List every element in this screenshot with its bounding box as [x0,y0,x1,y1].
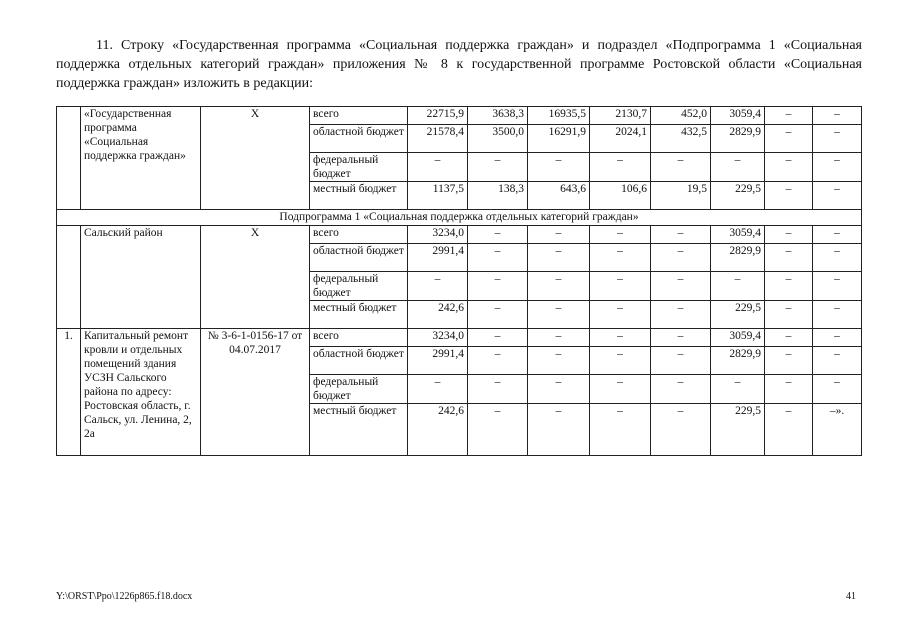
value-cell: 106,6 [590,182,651,210]
funding-source: местный бюджет [310,404,408,456]
value-cell: – [528,272,590,301]
value-cell: – [590,153,651,182]
value-cell: – [528,404,590,456]
value-cell: 2829,9 [711,125,765,153]
value-cell: – [765,153,813,182]
value-cell: – [408,272,468,301]
value-cell: – [468,375,528,404]
value-cell: –». [813,404,862,456]
value-cell: – [765,244,813,272]
value-cell: – [711,272,765,301]
funding-source: всего [310,226,408,244]
value-cell: – [528,226,590,244]
value-cell: 3500,0 [468,125,528,153]
value-cell: 21578,4 [408,125,468,153]
intro-text: 11. Строку «Государственная программа «Социальная поддержка граждан» и подраздел «Подпрограмма 1 «Социальная поддержка отдельных категорий граждан» приложения № 8 к государственной программе Ростовской области «Социальная поддержка граждан» изложить в редакции: [56,38,862,91]
value-cell: – [408,375,468,404]
value-cell: 2991,4 [408,244,468,272]
value-cell: 19,5 [651,182,711,210]
item-code: № 3-6-1-0156-17 от 04.07.2017 [201,329,310,456]
value-cell: – [468,153,528,182]
value-cell: 432,5 [651,125,711,153]
value-cell: – [468,329,528,347]
value-cell: – [813,182,862,210]
value-cell: – [468,272,528,301]
value-cell: – [528,375,590,404]
item-name: Капитальный ремонт кровли и отдельных помещений здания УСЗН Сальского района по адресу: Ростовская область, г. Сальск, ул. Ленина, 2, 2а [81,329,201,456]
funding-source: всего [310,329,408,347]
value-cell: 16935,5 [528,107,590,125]
value-cell: 229,5 [711,404,765,456]
funding-source: местный бюджет [310,301,408,329]
funding-source: всего [310,107,408,125]
program-table-body [57,107,862,456]
value-cell: – [765,107,813,125]
row-number: 1. [57,329,81,456]
value-cell: 138,3 [468,182,528,210]
value-cell: 22715,9 [408,107,468,125]
value-cell: – [590,347,651,375]
value-cell: – [590,329,651,347]
value-cell: 3234,0 [408,329,468,347]
value-cell: – [528,153,590,182]
funding-source: областной бюджет [310,125,408,153]
footer-page-number: 41 [846,591,856,602]
footer-file-path: Y:\ORST\Ppo\1226p865.f18.docx [56,591,193,602]
value-cell: 229,5 [711,301,765,329]
value-cell: – [590,272,651,301]
value-cell: – [528,301,590,329]
value-cell: – [468,301,528,329]
value-cell: 2991,4 [408,347,468,375]
value-cell: 229,5 [711,182,765,210]
value-cell: – [813,272,862,301]
value-cell: – [528,329,590,347]
value-cell: – [765,347,813,375]
value-cell: – [651,244,711,272]
value-cell: 3059,4 [711,329,765,347]
funding-source: федеральный бюджет [310,272,408,301]
item-code: Х [201,107,310,210]
value-cell: 3059,4 [711,107,765,125]
value-cell: 3059,4 [711,226,765,244]
value-cell: 2829,9 [711,347,765,375]
value-cell: – [651,153,711,182]
table-row [57,329,862,347]
value-cell: – [468,244,528,272]
program-table [56,106,862,456]
section-row [57,210,862,226]
value-cell: – [813,107,862,125]
table-row [57,226,862,244]
value-cell: – [651,347,711,375]
value-cell: – [765,404,813,456]
value-cell: – [590,404,651,456]
value-cell: – [813,375,862,404]
value-cell: – [765,226,813,244]
value-cell: – [711,375,765,404]
value-cell: 2130,7 [590,107,651,125]
value-cell: – [765,301,813,329]
funding-source: федеральный бюджет [310,153,408,182]
value-cell: – [408,153,468,182]
value-cell: – [765,182,813,210]
funding-source: областной бюджет [310,347,408,375]
value-cell: – [765,125,813,153]
value-cell: 3638,3 [468,107,528,125]
value-cell: – [813,244,862,272]
value-cell: – [765,329,813,347]
value-cell: – [468,404,528,456]
item-name: Сальский район [81,226,201,329]
table-row [57,107,862,125]
value-cell: – [651,226,711,244]
value-cell: – [813,347,862,375]
value-cell: – [765,375,813,404]
value-cell: – [813,153,862,182]
value-cell: – [468,226,528,244]
value-cell: – [651,375,711,404]
value-cell: – [651,301,711,329]
value-cell: – [651,404,711,456]
value-cell: 2024,1 [590,125,651,153]
value-cell: – [528,244,590,272]
value-cell: 242,6 [408,404,468,456]
value-cell: – [590,244,651,272]
value-cell: – [590,375,651,404]
value-cell: – [813,125,862,153]
value-cell: – [468,347,528,375]
value-cell: 2829,9 [711,244,765,272]
intro-paragraph [56,36,862,93]
funding-source: федеральный бюджет [310,375,408,404]
value-cell: – [711,153,765,182]
funding-source: местный бюджет [310,182,408,210]
value-cell: 16291,9 [528,125,590,153]
item-name: «Государственная программа «Социальная поддержка граждан» [81,107,201,210]
value-cell: – [813,329,862,347]
value-cell: – [813,226,862,244]
row-number [57,226,81,329]
row-number [57,107,81,210]
value-cell: – [765,272,813,301]
value-cell: – [590,226,651,244]
value-cell: 242,6 [408,301,468,329]
item-code: Х [201,226,310,329]
value-cell: – [813,301,862,329]
value-cell: 3234,0 [408,226,468,244]
value-cell: 1137,5 [408,182,468,210]
funding-source: областной бюджет [310,244,408,272]
value-cell: – [651,272,711,301]
value-cell: – [590,301,651,329]
section-title: Подпрограмма 1 «Социальная поддержка отдельных категорий граждан» [57,210,862,226]
value-cell: – [651,329,711,347]
value-cell: 643,6 [528,182,590,210]
value-cell: 452,0 [651,107,711,125]
value-cell: – [528,347,590,375]
